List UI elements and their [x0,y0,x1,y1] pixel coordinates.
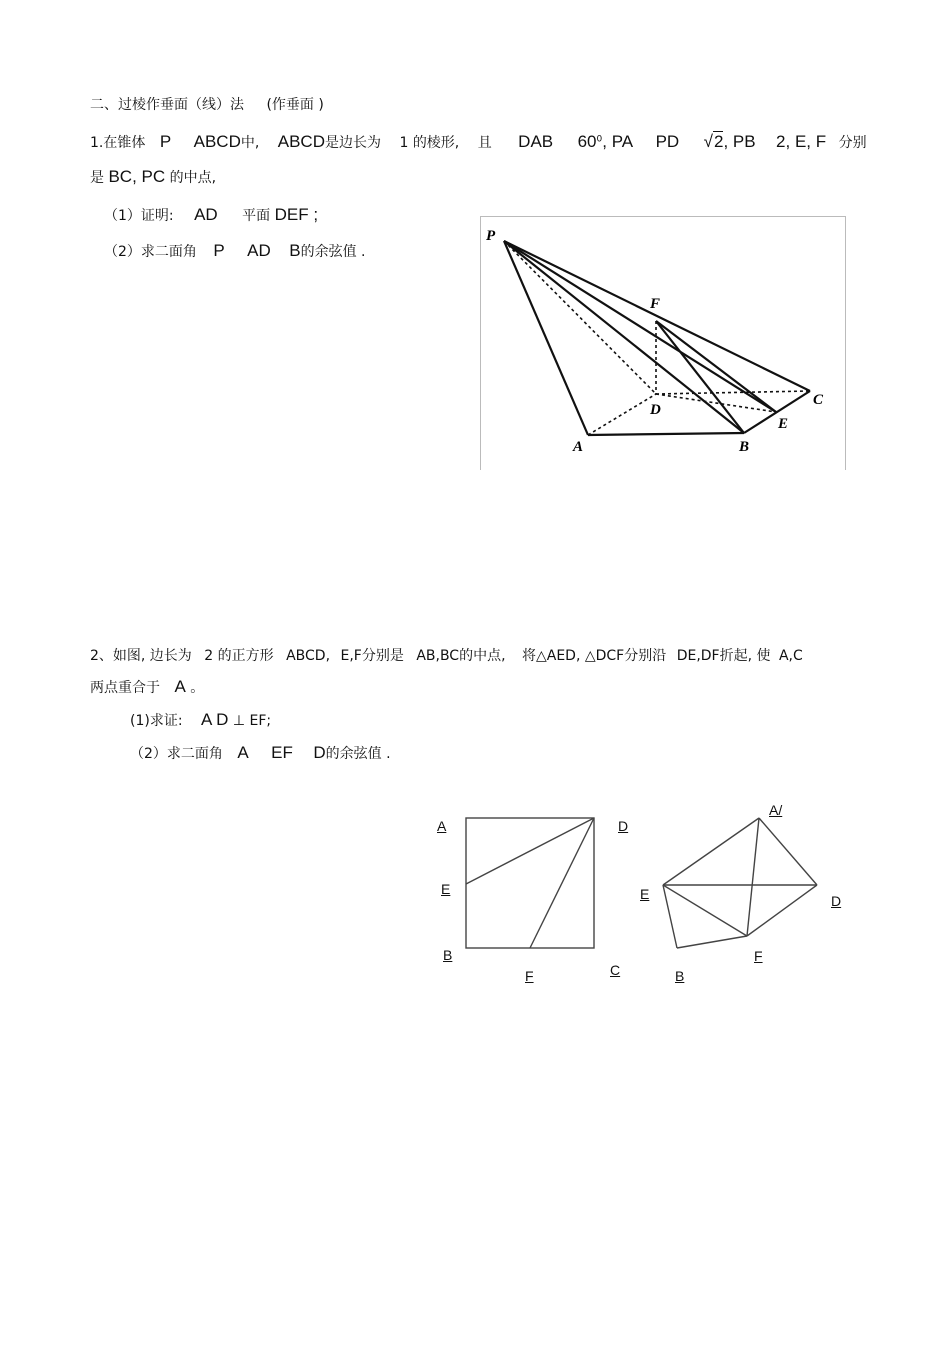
p2-line1-d: 的中点, [459,648,506,664]
p2-square: ABCD, [286,648,331,664]
p1-bc-pc: BC, PC [108,167,166,186]
p2-line1-b: 的正方形 [217,648,274,664]
p1-q1-def: DEF ; [274,205,319,224]
p2-q2-suffix: 的余弦值 . [325,746,391,762]
p2-q2-a: A [237,743,249,762]
p1-text-e: 且 [477,135,492,151]
label-e: E [778,416,789,432]
p2-q1-prefix: (1)求证: [130,713,183,729]
p1-q2-ad: AD [247,241,271,260]
p1-pyramid: P [159,132,172,151]
p2-ab-bc: AB,BC [416,648,460,664]
section-note: (作垂面 ) [266,97,324,113]
p1-q2-prefix: （2）求二面角 [104,244,197,260]
p1-pd: PD [655,132,680,151]
p2-line1-a: 2、如图, 边长为 [90,648,192,664]
label-d: D [650,402,661,418]
p2-ef: E,F [340,648,362,664]
problem1-line1 [90,132,867,152]
square-figure [460,812,660,952]
fold-label-f: F [754,948,763,964]
p1-line2-a: 是 [90,170,104,186]
folded-figure [655,812,825,952]
p1-angle-sup: 0 [596,134,603,145]
p1-text-c: 是边长为 [324,135,381,151]
p1-text-f: 分别 [838,135,867,151]
p2-q2-ef: EF [271,743,293,762]
p2-ac: A,C [778,648,803,664]
p1-text-b: 中, [240,135,260,151]
sq-label-a: A [437,818,447,834]
p1-side: 1 [399,135,409,151]
fold-label-d: D [831,893,842,909]
p1-angle-value: 60 [577,132,597,151]
p1-sqrt-sign: √ [703,132,713,151]
p1-q2-b: B [289,241,301,260]
p2-line1-f: 折起, 使 [719,648,771,664]
p1-q1-prefix: （1）证明: [104,208,174,224]
section-title-text: 二、过棱作垂面（线）法 [90,97,244,113]
p2-line1-c: 分别是 [361,648,404,664]
problem1-number: 1. [90,135,104,151]
p1-q1-ad: AD [194,205,218,224]
p1-sqrt-value: 2 [714,132,724,151]
p1-pyramid-base: ABCD [193,132,241,151]
p2-de-df: DE,DF [676,648,720,664]
p2-a-point: A [174,677,186,696]
sq-label-c: C [610,962,621,978]
fold-label-e: E [640,886,650,902]
label-f: F [650,296,661,312]
problem1-q1 [104,205,318,225]
p1-q1-plane: 平面 [242,208,271,224]
label-b: B [739,439,750,455]
problem2-q1 [130,710,271,730]
p2-q2-prefix: （2）求二面角 [130,746,223,762]
p1-pb-value: 2, E, F [776,132,827,151]
sq-label-e: E [441,881,451,897]
sq-label-f: F [525,968,534,984]
sq-label-b: B [443,947,453,963]
p1-line2-b: 的中点, [169,170,217,186]
p1-angle: DAB [518,132,554,151]
fold-label-b: B [675,968,685,984]
p2-q2-d: D [313,743,326,762]
problem2-line1 [90,645,803,665]
label-p: P [486,228,496,244]
p2-line2-a: 两点重合于 [90,680,160,696]
problem2-q2 [130,743,391,763]
p1-q2-suffix: 的余弦值 . [300,244,366,260]
sq-label-d: D [618,818,629,834]
fold-label-a: A/ [769,802,783,818]
label-c: C [813,392,824,408]
problem1-line2 [90,167,216,187]
section-title [90,94,324,114]
p2-line2-b: 。 [190,680,205,696]
p2-q1-ad: A D [201,710,229,729]
p1-text-a: 在锥体 [103,135,146,151]
p1-base: ABCD [277,132,325,151]
problem2-line2 [90,677,204,697]
p2-line1-e: 将△AED, △DCF分别沿 [521,648,667,664]
p2-q1-rest: ⊥ EF; [232,713,272,729]
p1-pa: , PA [602,132,634,151]
pyramid-figure [480,216,848,470]
p1-q2-p: P [213,241,225,260]
p2-side: 2 [204,648,214,664]
p1-text-d: 的棱形, [412,135,460,151]
problem1-q2 [104,241,366,261]
p1-pb: , PB [723,132,756,151]
label-a: A [573,439,584,455]
